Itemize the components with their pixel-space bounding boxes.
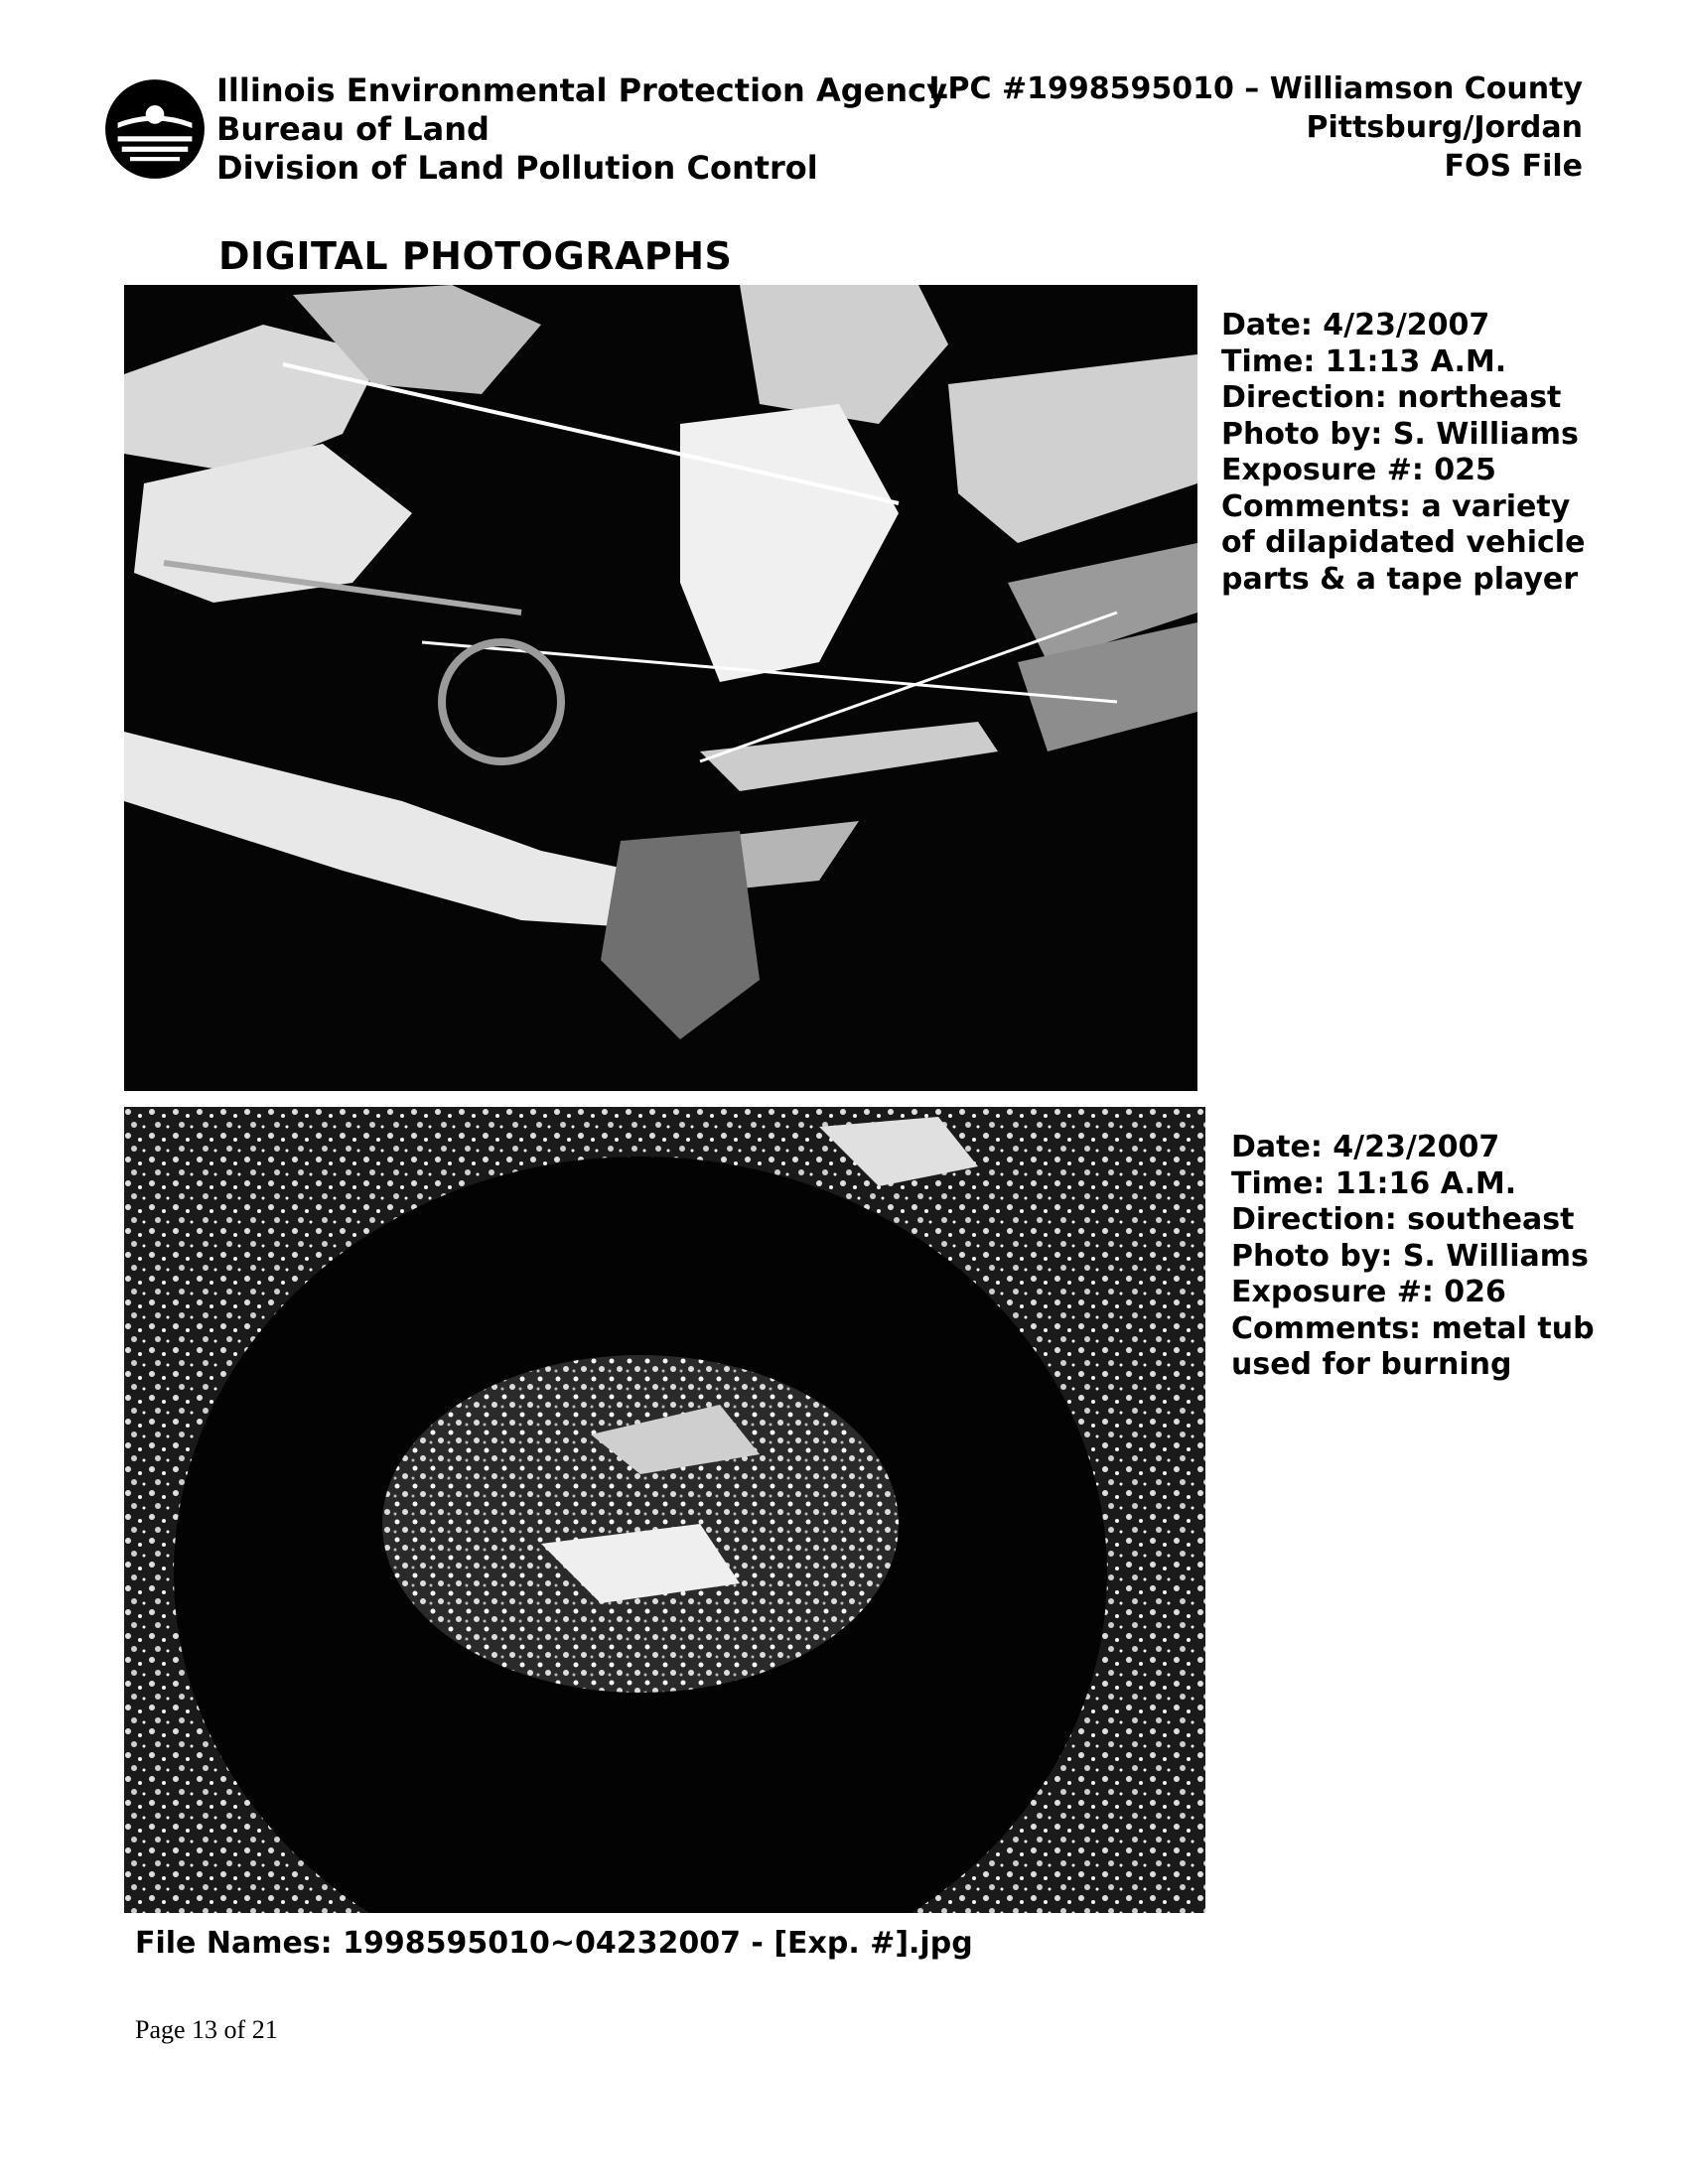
photo-by: Photo by: S. Williams bbox=[1231, 1238, 1589, 1274]
photo-exposure: Exposure #: 025 bbox=[1221, 453, 1496, 487]
photo-vehicle-parts bbox=[124, 285, 1197, 1091]
photo-time: Time: 11:16 A.M. bbox=[1231, 1165, 1517, 1201]
lpc-number-county: LPC #1998595010 – Williamson County bbox=[928, 71, 1583, 106]
site-name: Pittsburg/Jordan bbox=[1306, 110, 1583, 145]
photo-details-025 bbox=[1221, 308, 1585, 598]
photo-by: Photo by: S. Williams bbox=[1221, 416, 1579, 452]
division-name: Division of Land Pollution Control bbox=[216, 149, 818, 187]
photo-comments-cont: parts & a tape player bbox=[1221, 561, 1579, 597]
photo-direction: Direction: northeast bbox=[1221, 380, 1562, 415]
page-title: DIGITAL PHOTOGRAPHS bbox=[218, 234, 733, 278]
file-names: File Names: 1998595010~04232007 - [Exp. #].jpg bbox=[135, 1926, 973, 1961]
photo-comments: Comments: a variety bbox=[1221, 488, 1571, 524]
illinois-epa-logo bbox=[103, 77, 207, 181]
agency-header bbox=[216, 71, 947, 188]
photo-direction: Direction: southeast bbox=[1231, 1202, 1575, 1237]
photo-exposure: Exposure #: 026 bbox=[1231, 1275, 1506, 1309]
photo-metal-tub bbox=[124, 1107, 1205, 1913]
photo-date: Date: 4/23/2007 bbox=[1221, 308, 1490, 342]
bureau-name: Bureau of Land bbox=[216, 110, 490, 148]
photo-details-026 bbox=[1231, 1130, 1595, 1384]
agency-name: Illinois Environmental Protection Agency bbox=[216, 71, 947, 109]
file-type: FOS File bbox=[1444, 149, 1583, 184]
photo-comments-cont: of dilapidated vehicle bbox=[1221, 525, 1586, 560]
lpc-header bbox=[928, 69, 1583, 186]
photo-comments: Comments: metal tub bbox=[1231, 1310, 1595, 1346]
photo-date: Date: 4/23/2007 bbox=[1231, 1130, 1500, 1164]
photo-comments-cont: used for burning bbox=[1231, 1347, 1512, 1382]
page-number: Page 13 of 21 bbox=[135, 2015, 278, 2044]
photo-time: Time: 11:13 A.M. bbox=[1221, 343, 1507, 379]
